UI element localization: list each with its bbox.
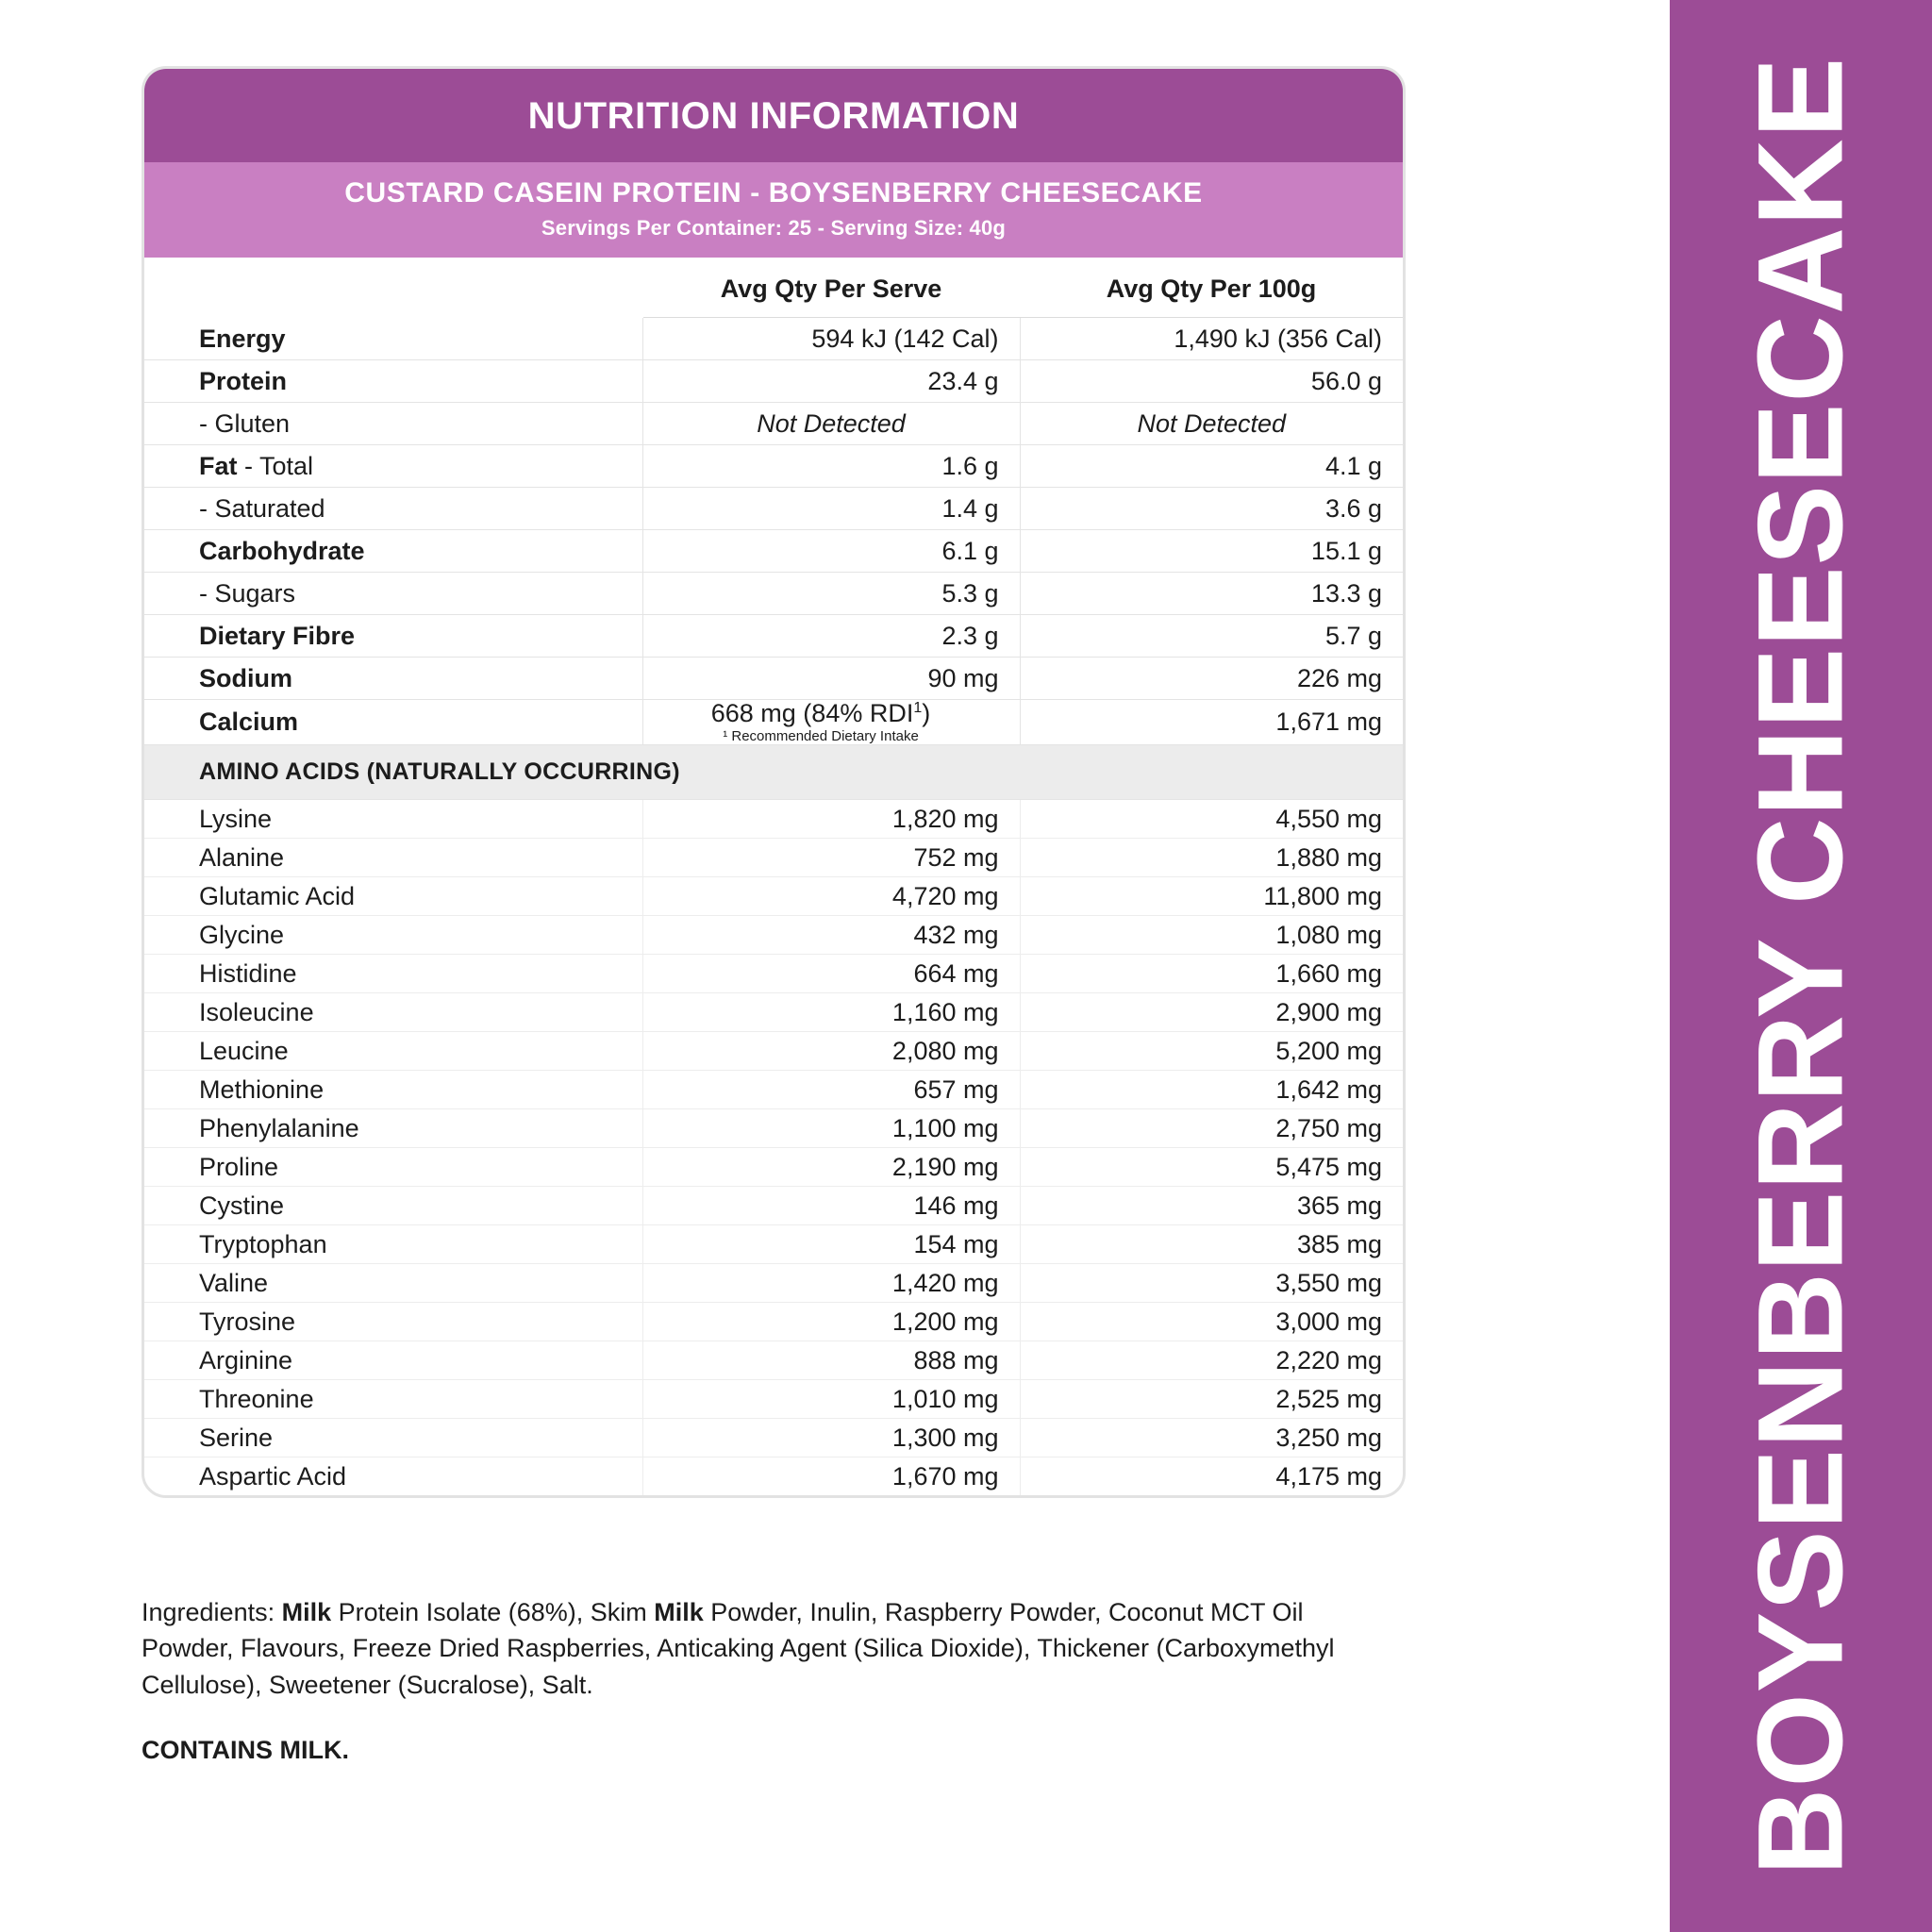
column-header-per-100g: Avg Qty Per 100g [1020, 258, 1403, 318]
table-row [144, 1032, 1403, 1071]
servings-info: Servings Per Container: 25 - Serving Size: 40g [541, 216, 1007, 240]
amino-acid-serve-value: 1,160 mg [642, 993, 1020, 1032]
amino-acid-name: Cystine [144, 1187, 642, 1225]
nutrition-panel [142, 66, 1406, 1498]
table-row [144, 800, 1403, 839]
nutrient-value: 3.6 g [1020, 488, 1403, 530]
nutrient-value: 594 kJ (142 Cal) [642, 318, 1020, 360]
nutrient-value: Not Detected [642, 403, 1020, 445]
table-row [144, 1071, 1403, 1109]
ingredients-part2: Protein Isolate (68%), Skim [331, 1598, 655, 1626]
nutrient-name: - Sugars [144, 573, 642, 615]
ingredients-part1: Ingredients: [142, 1598, 282, 1626]
amino-acid-serve-value: 657 mg [642, 1071, 1020, 1109]
nutrient-name: Sodium [144, 658, 642, 700]
nutrient-value: 2.3 g [642, 615, 1020, 658]
table-row [144, 1380, 1403, 1419]
amino-acid-name: Threonine [144, 1380, 642, 1419]
amino-acid-serve-value: 154 mg [642, 1225, 1020, 1264]
amino-acid-serve-value: 888 mg [642, 1341, 1020, 1380]
nutrient-value: 226 mg [1020, 658, 1403, 700]
table-row [144, 403, 1403, 445]
amino-acids-section-label: AMINO ACIDS (NATURALLY OCCURRING) [144, 745, 1403, 800]
table-column-headers [144, 258, 1403, 318]
amino-acid-per-100g-value: 11,800 mg [1020, 877, 1403, 916]
product-flavour-band-label: BOYSENBERRY CHEESECAKE [1733, 56, 1869, 1876]
allergen-statement: CONTAINS MILK. [142, 1736, 349, 1764]
table-row [144, 1457, 1403, 1496]
amino-acid-name: Tryptophan [144, 1225, 642, 1264]
nutrient-name: - Saturated [144, 488, 642, 530]
nutrient-value: 1,490 kJ (356 Cal) [1020, 318, 1403, 360]
column-header-blank [144, 258, 642, 318]
amino-acid-per-100g-value: 3,250 mg [1020, 1419, 1403, 1457]
nutrient-value: 56.0 g [1020, 360, 1403, 403]
amino-acid-name: Aspartic Acid [199, 1461, 347, 1491]
table-row [144, 530, 1403, 573]
nutrient-name: Dietary Fibre [144, 615, 642, 658]
amino-acid-name: Alanine [144, 839, 642, 877]
nutrient-name: Calcium [144, 700, 642, 745]
amino-acid-name: Proline [144, 1148, 642, 1187]
amino-acid-name: Glutamic Acid [144, 877, 642, 916]
amino-acid-serve-value: 752 mg [642, 839, 1020, 877]
calcium-serve-value: 668 mg (84% RDI$^1$) ¹ Recommended Dietary Intake [642, 700, 1020, 745]
amino-acid-per-100g-value: 4,175 mg [1020, 1457, 1403, 1496]
table-row [144, 488, 1403, 530]
amino-acid-serve-value: 4,720 mg [642, 877, 1020, 916]
amino-acid-per-100g-value: 2,525 mg [1020, 1380, 1403, 1419]
nutrient-value: 5.3 g [642, 573, 1020, 615]
table-row [144, 955, 1403, 993]
nutrient-value: 4.1 g [1020, 445, 1403, 488]
ingredients-bold-milk-2: Milk [654, 1598, 704, 1626]
amino-acid-serve-value: 432 mg [642, 916, 1020, 955]
amino-acid-per-100g-value: 1,880 mg [1020, 839, 1403, 877]
table-row [144, 877, 1403, 916]
amino-acid-name: Lysine [144, 800, 642, 839]
amino-acid-per-100g-value: 2,750 mg [1020, 1109, 1403, 1148]
nutrient-value: Not Detected [1020, 403, 1403, 445]
amino-acid-name: Isoleucine [144, 993, 642, 1032]
table-row [144, 916, 1403, 955]
amino-acid-serve-value: 2,190 mg [642, 1148, 1020, 1187]
table-row [144, 1187, 1403, 1225]
nutrient-value: 5.7 g [1020, 615, 1403, 658]
amino-acid-name: Arginine [144, 1341, 642, 1380]
amino-acid-name: Tyrosine [144, 1303, 642, 1341]
table-row [144, 1419, 1403, 1457]
amino-acid-per-100g-value: 1,642 mg [1020, 1071, 1403, 1109]
nutrient-value: 15.1 g [1020, 530, 1403, 573]
amino-acid-per-100g-value: 3,550 mg [1020, 1264, 1403, 1303]
amino-acid-serve-value: 664 mg [642, 955, 1020, 993]
nutrient-name: - Gluten [144, 403, 642, 445]
table-row [144, 1341, 1403, 1380]
nutrient-value: 1.6 g [642, 445, 1020, 488]
nutrient-value: 13.3 g [1020, 573, 1403, 615]
nutrient-name: Carbohydrate [144, 530, 642, 573]
amino-acid-serve-value: 1,420 mg [642, 1264, 1020, 1303]
nutrient-name: Protein [144, 360, 642, 403]
amino-acid-name: Leucine [144, 1032, 642, 1071]
amino-acid-per-100g-value: 5,200 mg [1020, 1032, 1403, 1071]
product-flavour-band [1670, 0, 1932, 1932]
product-name: CUSTARD CASEIN PROTEIN - BOYSENBERRY CHEESECAKE [344, 177, 1203, 208]
ingredients-part3: Powder, Inulin, Raspberry Powder, Coconut MCT Oil Powder, Flavours, Freeze Dried Raspberries, Anticaking Agent (Silica Dioxide), Thickener (Carboxymethyl Cellulose), Sweetener (Sucralose), Salt. [142, 1598, 1335, 1699]
nutrient-value: 1.4 g [642, 488, 1020, 530]
amino-acid-name: Phenylalanine [144, 1109, 642, 1148]
amino-acid-serve-value: 1,100 mg [642, 1109, 1020, 1148]
amino-acid-per-100g-value: 5,475 mg [1020, 1148, 1403, 1187]
amino-acid-per-100g-value: 2,220 mg [1020, 1341, 1403, 1380]
nutrient-name: Energy [144, 318, 642, 360]
amino-acids-section-header [144, 745, 1403, 800]
nutrient-value: 90 mg [642, 658, 1020, 700]
amino-acid-per-100g-value: 2,900 mg [1020, 993, 1403, 1032]
amino-acid-serve-value: 1,300 mg [642, 1419, 1020, 1457]
amino-acid-per-100g-value: 1,660 mg [1020, 955, 1403, 993]
nutrient-value: 23.4 g [642, 360, 1020, 403]
table-row [144, 615, 1403, 658]
ingredients-text [142, 1594, 1396, 1703]
amino-acid-per-100g-value: 3,000 mg [1020, 1303, 1403, 1341]
table-row [144, 445, 1403, 488]
table-row [144, 993, 1403, 1032]
column-header-per-serve: Avg Qty Per Serve [642, 258, 1020, 318]
amino-acid-per-100g-value: 4,550 mg [1020, 800, 1403, 839]
amino-acid-serve-value: 1,820 mg [642, 800, 1020, 839]
amino-acid-serve-value: 1,670 mg [642, 1457, 1020, 1496]
table-row [144, 573, 1403, 615]
amino-acid-name: Valine [144, 1264, 642, 1303]
table-row [144, 1264, 1403, 1303]
table-row [144, 658, 1403, 700]
ingredients-bold-milk-1: Milk [281, 1598, 332, 1626]
table-row [144, 318, 1403, 360]
amino-acid-name: Serine [144, 1419, 642, 1457]
nutrition-table [144, 258, 1403, 1495]
nutrient-name: Fat - Total [144, 445, 642, 488]
panel-title: NUTRITION INFORMATION [144, 69, 1403, 162]
table-row [144, 839, 1403, 877]
amino-acid-per-100g-value: 365 mg [1020, 1187, 1403, 1225]
table-row [144, 1148, 1403, 1187]
table-row [144, 1303, 1403, 1341]
table-row-calcium [144, 700, 1403, 745]
amino-acid-per-100g-value: 385 mg [1020, 1225, 1403, 1264]
table-row [144, 1109, 1403, 1148]
amino-acid-serve-value: 146 mg [642, 1187, 1020, 1225]
table-row [144, 1225, 1403, 1264]
amino-acid-serve-value: 1,200 mg [642, 1303, 1020, 1341]
calcium-per-100g-value: 1,671 mg [1020, 700, 1403, 745]
amino-acid-per-100g-value: 1,080 mg [1020, 916, 1403, 955]
amino-acid-serve-value: 2,080 mg [642, 1032, 1020, 1071]
nutrient-value: 6.1 g [642, 530, 1020, 573]
amino-acid-name: Methionine [144, 1071, 642, 1109]
panel-subheader [144, 162, 1403, 258]
amino-acid-serve-value: 1,010 mg [642, 1380, 1020, 1419]
amino-acid-name: Glycine [144, 916, 642, 955]
amino-acid-name: Histidine [144, 955, 642, 993]
table-row [144, 360, 1403, 403]
